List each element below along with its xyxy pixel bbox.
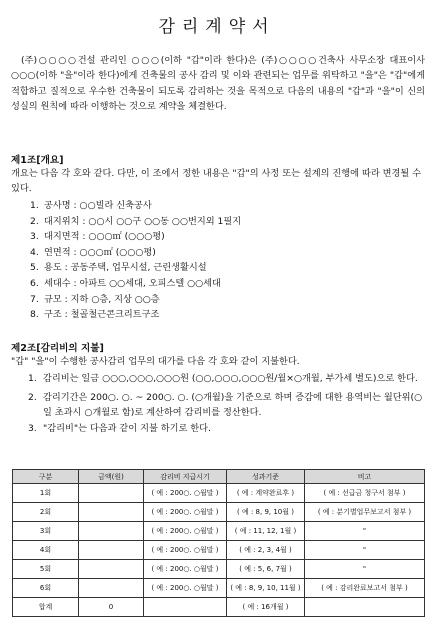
list-item: 3. "감리비"는 다음과 같이 지불 하기로 한다. (28, 422, 211, 434)
list-item: 1. 감리비는 일금 ○○○,○○○,○○○원 (○○,○○○,○○○원/월×○개월, 부가세 별도)으로 한다. (28, 373, 418, 384)
table-cell: ( 예 : 2, 3, 4월 ) (227, 541, 305, 560)
table-cell: ( 예 : 분기별업무보고서 첨부 ) (305, 503, 425, 522)
table-row (13, 503, 425, 522)
header-cell: 감리비 지급시기 (144, 470, 227, 484)
table-cell (79, 503, 144, 522)
document-title: 감리계약서 (158, 17, 276, 37)
table-cell: ( 예 : 8, 9, 10, 11월 ) (227, 579, 305, 598)
article2-list (28, 371, 426, 436)
article1-heading: 제1조[개요] (11, 155, 64, 166)
table-cell: ( 예 : 200○. ○월말 ) (144, 522, 227, 541)
table-cell: ( 예 : 5, 6, 7월 ) (227, 560, 305, 579)
table-row (13, 484, 425, 503)
table-cell (79, 522, 144, 541)
table-cell: " (305, 560, 425, 579)
table-cell: ( 예 : 선급금 청구서 첨부 ) (305, 484, 425, 503)
table-cell (79, 541, 144, 560)
table-row (13, 522, 425, 541)
table-cell: 1회 (13, 484, 79, 503)
table-cell: ( 예 : 200○. ○월말 ) (144, 560, 227, 579)
table-total-row (13, 598, 425, 617)
list-item: 6. 세대수 : 아파트 ○○세대, 오피스텔 ○○세대 (30, 277, 221, 289)
intro-paragraph: (주)○○○○건설 관리인 ○○○(이하 "갑"이라 한다)은 (주)○○○○건축사 사무소장 대표이사 ○○○(이하 "을"이라 한다)에게 건축물의 공사 감리 및 이와 관련되는 업무를 위탁하고 "을"은 "갑"에게 적합하고 질적으로 우수한 건축물이 되도록 감리하는 것을 목적으로 다음의 내용의 "갑"과 "을"이 신의성실의 원칙에 따라 이행하는 것으로 계약을 체결한다. (11, 55, 425, 113)
list-item: 3. 대지면적 : ○○○㎡ (○○○평) (30, 231, 165, 243)
article1-text: 개요는 다음 각 호와 같다. 다만, 이 조에서 정한 내용은 "갑"의 사정 또는 설계의 진행에 따라 변경될 수 있다. (11, 168, 422, 195)
list-item: 8. 구조 : 철골철근콘크리트구조 (30, 309, 160, 321)
table-cell: 합계 (13, 598, 79, 617)
table-cell: 6회 (13, 579, 79, 598)
table-cell (79, 579, 144, 598)
table-cell: ( 예 : 200○. ○월말 ) (144, 579, 227, 598)
table-row (13, 560, 425, 579)
table-cell: ( 예 : 200○. ○월말 ) (144, 541, 227, 560)
table-cell: 0 (79, 598, 144, 617)
table-header-row (13, 470, 425, 484)
table-cell: ( 예 : 200○. ○월말 ) (144, 503, 227, 522)
article1-list (30, 198, 241, 323)
list-item: 7. 규모 : 지하 ○층, 지상 ○○층 (30, 293, 160, 305)
article2-text: "갑" "을"이 수행한 공사감리 업무의 대가를 다음 각 호와 같이 지불한다. (11, 356, 300, 367)
table-cell (79, 484, 144, 503)
list-item: 5. 용도 : 공동주택, 업무시설, 근린생활시설 (30, 262, 207, 274)
table-row (13, 541, 425, 560)
table-cell: ( 예 : 계약완료후 ) (227, 484, 305, 503)
table-cell: " (305, 522, 425, 541)
header-cell: 성과기준 (227, 470, 305, 484)
table-cell: 3회 (13, 522, 79, 541)
table-cell: ( 예 : 11, 12, 1월 ) (227, 522, 305, 541)
table-cell: ( 예 : 감리완료보고서 첨부 ) (305, 579, 425, 598)
table-row (13, 579, 425, 598)
table-cell (144, 598, 227, 617)
header-cell: 비고 (305, 470, 425, 484)
list-item: 1. 공사명 : ○○빌라 신축공사 (30, 200, 152, 211)
table-cell: 2회 (13, 503, 79, 522)
header-cell: 구분 (13, 470, 79, 484)
list-item: 2. 감리기간은 200○. ○. ~ 200○. ○. (○개월)을 기준으로 하며 증감에 대한 용역비는 월단위(○일 초과시 ○개월로 함)로 계산하여 감리비를 정산한다. (28, 392, 423, 419)
payment-schedule-table (12, 469, 425, 617)
table-cell (305, 598, 425, 617)
article2-heading: 제2조[감리비의 지불] (11, 343, 104, 354)
table-cell: 4회 (13, 541, 79, 560)
table-cell: ( 예 : 16개월 ) (227, 598, 305, 617)
list-item: 4. 연면적 : ○○○㎡ (○○○평) (30, 246, 156, 258)
table-cell: ( 예 : 8, 9, 10월 ) (227, 503, 305, 522)
header-cell: 금액(원) (79, 470, 144, 484)
table-cell: 5회 (13, 560, 79, 579)
table-cell: ( 예 : 200○. ○월말 ) (144, 484, 227, 503)
table-cell (79, 560, 144, 579)
table-cell: " (305, 541, 425, 560)
list-item: 2. 대지위치 : ○○시 ○○구 ○○동 ○○번지외 1필지 (30, 215, 242, 227)
